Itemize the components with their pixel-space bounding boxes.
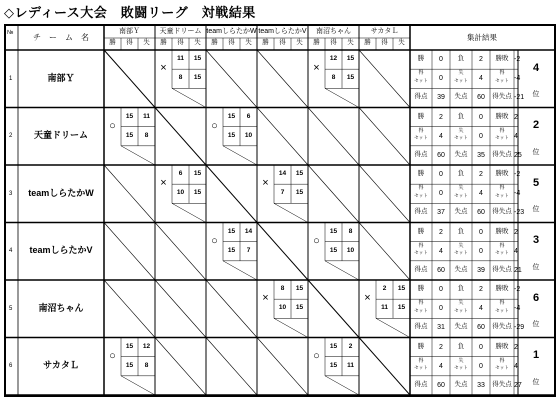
team-name: 南部Ｙ	[47, 72, 75, 83]
set-score: 15	[295, 189, 304, 197]
summary-label: 得失点	[492, 93, 512, 101]
summary-label: セット	[414, 307, 428, 313]
rank-label: 位	[532, 206, 540, 214]
summary-label: 得	[499, 357, 505, 364]
result-mark: ×	[160, 177, 167, 190]
summary-value: 4	[479, 305, 483, 313]
set-score: 2	[382, 285, 387, 293]
summary-value: -4	[514, 305, 521, 313]
summary-value: -29	[514, 324, 525, 332]
grid-line	[325, 261, 359, 280]
summary-label: 得点	[414, 265, 428, 273]
set-score: 11	[381, 304, 388, 312]
sub-header: 得	[228, 39, 235, 46]
grid-line	[206, 280, 257, 338]
summary-value: 37	[437, 209, 445, 217]
summary-value: 0	[439, 305, 443, 313]
summary-value: 0	[439, 56, 443, 64]
summary-value: 0	[479, 362, 483, 370]
set-score: 15	[329, 246, 338, 254]
sub-header: 失	[398, 39, 405, 46]
summary-value: -23	[514, 209, 525, 217]
summary-label: 失点	[454, 265, 468, 273]
rank-value: 1	[532, 349, 540, 362]
grid-line	[223, 261, 257, 280]
summary-label: 得	[418, 242, 424, 249]
row-number: 2	[9, 133, 13, 140]
summary-label: セット	[454, 192, 468, 198]
summary-label: 勝	[417, 342, 425, 350]
summary-label: セット	[495, 77, 509, 83]
summary-label: セット	[414, 365, 428, 371]
grid-line	[325, 88, 359, 107]
team-name-header: チ ー ム 名	[33, 33, 89, 42]
row-number: 5	[9, 305, 13, 312]
set-score: 6	[178, 170, 183, 178]
set-score: 15	[295, 304, 304, 312]
sub-header: 得	[381, 39, 388, 46]
grid-line	[206, 338, 257, 396]
rank-value: 5	[532, 176, 540, 189]
rank-value: 3	[532, 234, 540, 247]
set-score: 10	[244, 131, 253, 139]
summary-label: セット	[495, 135, 509, 141]
summary-label: セット	[414, 192, 428, 198]
row-number: 1	[9, 75, 13, 82]
summary-value: 4	[439, 247, 443, 255]
summary-label: 負	[457, 342, 465, 350]
summary-label: セット	[495, 307, 509, 313]
result-mark: ○	[313, 349, 320, 362]
no-header: №	[7, 30, 14, 36]
rank-label: 位	[532, 91, 540, 99]
summary-label: 失	[458, 357, 464, 364]
summary-value: 2	[479, 56, 483, 64]
summary-value: 2	[479, 171, 483, 179]
result-mark: ×	[313, 62, 320, 75]
set-score: 15	[227, 112, 236, 120]
summary-label: 失点	[454, 93, 468, 101]
sub-header: 勝	[262, 39, 269, 46]
summary-value: 35	[477, 151, 485, 159]
result-mark: ○	[211, 119, 218, 132]
rank-value: 2	[532, 119, 540, 132]
summary-value: -2	[514, 56, 521, 64]
set-score: 10	[346, 246, 355, 254]
sub-header: 失	[347, 39, 354, 46]
summary-label: 得	[418, 70, 424, 77]
summary-label: 得	[499, 70, 505, 77]
summary-value: 60	[437, 151, 445, 159]
summary-label: 勝	[417, 227, 425, 235]
summary-label: 失点	[454, 208, 468, 216]
summary-value: -4	[514, 75, 521, 83]
summary-label: 負	[457, 285, 465, 293]
set-score: 8	[331, 74, 336, 82]
grid-line	[172, 88, 206, 107]
set-score: 10	[176, 189, 185, 197]
team-name: サカタＬ	[43, 360, 79, 371]
summary-value: 4	[479, 75, 483, 83]
summary-value: 31	[437, 324, 445, 332]
grid-line	[359, 338, 410, 396]
sub-header: 得	[126, 39, 133, 46]
team-name: 南沼ちゃん	[38, 302, 84, 313]
result-mark: ×	[262, 177, 269, 190]
summary-label: 得	[499, 300, 505, 307]
summary-value: -2	[514, 171, 521, 179]
grid-line	[155, 108, 206, 166]
set-score: 7	[280, 189, 285, 197]
summary-label: 得点	[414, 93, 428, 101]
set-score: 15	[329, 227, 338, 235]
set-score: 15	[193, 170, 202, 178]
grid-line	[121, 376, 155, 395]
set-score: 15	[227, 227, 236, 235]
rank-value: 4	[532, 61, 540, 74]
summary-label: 負	[457, 227, 465, 235]
summary-value: 2	[479, 286, 483, 294]
summary-label: 負	[457, 112, 465, 120]
grid-line	[104, 50, 155, 108]
sub-header: 失	[143, 39, 150, 46]
summary-label: セット	[454, 365, 468, 371]
grid-line	[308, 165, 359, 223]
summary-value: 4	[514, 247, 518, 255]
set-score: 6	[246, 112, 251, 120]
summary-value: 60	[437, 381, 445, 389]
grid-line	[376, 318, 410, 337]
set-score: 15	[295, 170, 304, 178]
summary-value: 2	[514, 228, 518, 236]
set-score: 8	[144, 361, 149, 369]
sub-header: 勝	[109, 39, 116, 46]
set-score: 15	[125, 131, 134, 139]
summary-value: 0	[479, 113, 483, 121]
summary-value: 2	[514, 113, 518, 121]
summary-label: 勝敗	[495, 285, 509, 293]
set-score: 11	[143, 112, 150, 120]
row-number: 3	[9, 190, 13, 197]
grid-line	[206, 50, 257, 108]
summary-value: 39	[437, 94, 445, 102]
set-score: 8	[178, 74, 183, 82]
summary-label: 得点	[414, 150, 428, 158]
set-score: 10	[278, 304, 287, 312]
summary-value: 60	[477, 94, 485, 102]
summary-label: 勝	[417, 112, 425, 120]
grid-line	[359, 223, 410, 281]
sub-header: 得	[279, 39, 286, 46]
team-name: teamしらたかW	[28, 187, 94, 198]
grid-line	[155, 338, 206, 396]
set-score: 12	[142, 342, 151, 350]
set-score: 12	[329, 55, 338, 63]
grid-line	[359, 108, 410, 166]
set-score: 14	[244, 227, 253, 235]
set-score: 15	[295, 285, 304, 293]
grid-line	[359, 50, 410, 108]
grid-line	[172, 203, 206, 222]
opponent-header: teamしらたかV	[258, 28, 307, 35]
set-score: 15	[193, 74, 202, 82]
rank-label: 位	[532, 378, 540, 386]
set-score: 2	[348, 342, 353, 350]
sub-header: 失	[245, 39, 252, 46]
set-score: 15	[125, 361, 134, 369]
summary-value: 60	[477, 324, 485, 332]
summary-label: セット	[454, 77, 468, 83]
sub-header: 失	[296, 39, 303, 46]
summary-value: -2	[514, 286, 521, 294]
summary-label: セット	[454, 307, 468, 313]
grid-line	[121, 146, 155, 165]
set-score: 15	[329, 342, 338, 350]
summary-header: 集計結果	[467, 33, 497, 42]
grid-line	[257, 108, 308, 166]
row-number: 6	[9, 363, 13, 370]
summary-label: 得失点	[492, 208, 512, 216]
grid-line	[223, 146, 257, 165]
set-score: 8	[280, 285, 285, 293]
summary-value: 33	[477, 381, 485, 389]
summary-label: セット	[454, 250, 468, 256]
grid-line	[206, 165, 257, 223]
summary-label: 勝	[417, 55, 425, 63]
grid-line	[274, 203, 308, 222]
team-name: 天童ドリーム	[33, 130, 88, 141]
summary-label: 勝敗	[495, 170, 509, 178]
summary-label: 勝	[417, 170, 425, 178]
summary-label: 得点	[414, 208, 428, 216]
opponent-header: サカタＬ	[370, 28, 399, 35]
rank-label: 位	[532, 263, 540, 271]
summary-label: 失点	[454, 150, 468, 158]
set-score: 15	[346, 55, 355, 63]
summary-label: 勝	[417, 285, 425, 293]
summary-label: 得	[499, 242, 505, 249]
summary-label: 勝敗	[495, 342, 509, 350]
summary-value: 4	[514, 362, 518, 370]
result-mark: ○	[109, 119, 116, 132]
summary-label: 得失点	[492, 380, 512, 388]
summary-label: 得失点	[492, 265, 512, 273]
set-score: 11	[347, 361, 354, 369]
grid-line	[325, 376, 359, 395]
rank-label: 位	[532, 321, 540, 329]
summary-label: 負	[457, 55, 465, 63]
sub-header: 得	[330, 39, 337, 46]
summary-label: 失	[458, 185, 464, 192]
summary-value: 4	[479, 190, 483, 198]
summary-value: 4	[439, 362, 443, 370]
grid-line	[308, 108, 359, 166]
summary-value: 0	[439, 171, 443, 179]
summary-value: 60	[477, 209, 485, 217]
team-name: teamしらたかV	[29, 245, 93, 256]
opponent-header: 天童ドリーム	[159, 28, 202, 35]
set-score: 15	[329, 361, 338, 369]
summary-label: 失点	[454, 380, 468, 388]
grid-line	[257, 338, 308, 396]
summary-label: 失	[458, 127, 464, 134]
summary-label: セット	[495, 192, 509, 198]
summary-label: セット	[454, 135, 468, 141]
summary-label: 得	[499, 185, 505, 192]
summary-label: 勝敗	[495, 112, 509, 120]
grid-line	[155, 223, 206, 281]
set-score: 7	[246, 246, 251, 254]
summary-label: 失	[458, 300, 464, 307]
result-mark: ×	[160, 62, 167, 75]
summary-value: -4	[514, 190, 521, 198]
set-score: 14	[278, 170, 287, 178]
set-score: 8	[348, 227, 353, 235]
summary-value: 0	[479, 132, 483, 140]
summary-value: 2	[514, 343, 518, 351]
summary-label: 失	[458, 70, 464, 77]
sub-header: 勝	[160, 39, 167, 46]
summary-label: 得	[418, 127, 424, 134]
set-score: 15	[125, 112, 134, 120]
set-score: 15	[193, 189, 202, 197]
summary-label: 得	[418, 357, 424, 364]
summary-value: -21	[514, 94, 525, 102]
opponent-header: 南沼ちゃん	[316, 28, 351, 35]
summary-value: 27	[514, 381, 522, 389]
sub-header: 失	[194, 39, 201, 46]
grid-line	[257, 50, 308, 108]
set-score: 15	[397, 285, 406, 293]
summary-label: 失	[458, 242, 464, 249]
sub-header: 勝	[211, 39, 218, 46]
summary-label: セット	[414, 135, 428, 141]
summary-value: 0	[439, 190, 443, 198]
sub-header: 勝	[364, 39, 371, 46]
summary-value: 0	[479, 228, 483, 236]
grid-line	[104, 165, 155, 223]
result-mark: ○	[109, 349, 116, 362]
summary-label: セット	[414, 250, 428, 256]
summary-label: 得点	[414, 380, 428, 388]
opponent-header: teamしらたかW	[206, 28, 257, 35]
grid-line	[104, 280, 155, 338]
summary-label: 得失点	[492, 323, 512, 331]
page-title: ◇レディース大会 敗闘リーグ 対戦結果	[4, 5, 256, 20]
summary-value: 0	[439, 75, 443, 83]
sub-header: 勝	[313, 39, 320, 46]
grid-line	[257, 223, 308, 281]
grid-line	[308, 280, 359, 338]
summary-label: 失点	[454, 323, 468, 331]
summary-value: 0	[479, 247, 483, 255]
grid-line	[155, 280, 206, 338]
grid-line	[359, 165, 410, 223]
summary-value: 39	[477, 266, 485, 274]
summary-value: 4	[439, 132, 443, 140]
summary-value: 2	[439, 113, 443, 121]
summary-label: 負	[457, 170, 465, 178]
summary-label: 勝敗	[495, 227, 509, 235]
set-score: 15	[346, 74, 355, 82]
summary-value: 2	[439, 343, 443, 351]
summary-label: セット	[414, 77, 428, 83]
sub-header: 得	[177, 39, 184, 46]
summary-label: 得点	[414, 323, 428, 331]
rank-label: 位	[532, 148, 540, 156]
row-number: 4	[9, 248, 13, 255]
summary-label: 得	[499, 127, 505, 134]
summary-value: 21	[514, 266, 522, 274]
set-score: 15	[227, 246, 236, 254]
rank-value: 6	[532, 291, 540, 304]
set-score: 15	[397, 304, 406, 312]
result-mark: ×	[262, 292, 269, 305]
set-score: 15	[193, 55, 202, 63]
set-score: 8	[144, 131, 149, 139]
result-mark: ○	[211, 234, 218, 247]
summary-label: 得	[418, 300, 424, 307]
grid-line	[104, 223, 155, 281]
summary-value: 0	[479, 343, 483, 351]
summary-value: 25	[514, 151, 522, 159]
summary-value: 2	[439, 228, 443, 236]
summary-label: 得	[418, 185, 424, 192]
summary-label: セット	[495, 365, 509, 371]
summary-value: 0	[439, 286, 443, 294]
opponent-header: 南部Ｙ	[119, 28, 140, 35]
summary-label: 勝敗	[495, 55, 509, 63]
result-mark: ○	[313, 234, 320, 247]
grid-line	[274, 318, 308, 337]
set-score: 11	[177, 55, 184, 63]
summary-value: 60	[437, 266, 445, 274]
set-score: 15	[125, 342, 134, 350]
set-score: 15	[227, 131, 236, 139]
result-mark: ×	[364, 292, 371, 305]
summary-value: 4	[514, 132, 518, 140]
summary-label: セット	[495, 250, 509, 256]
summary-label: 得失点	[492, 150, 512, 158]
league-table	[4, 24, 556, 397]
